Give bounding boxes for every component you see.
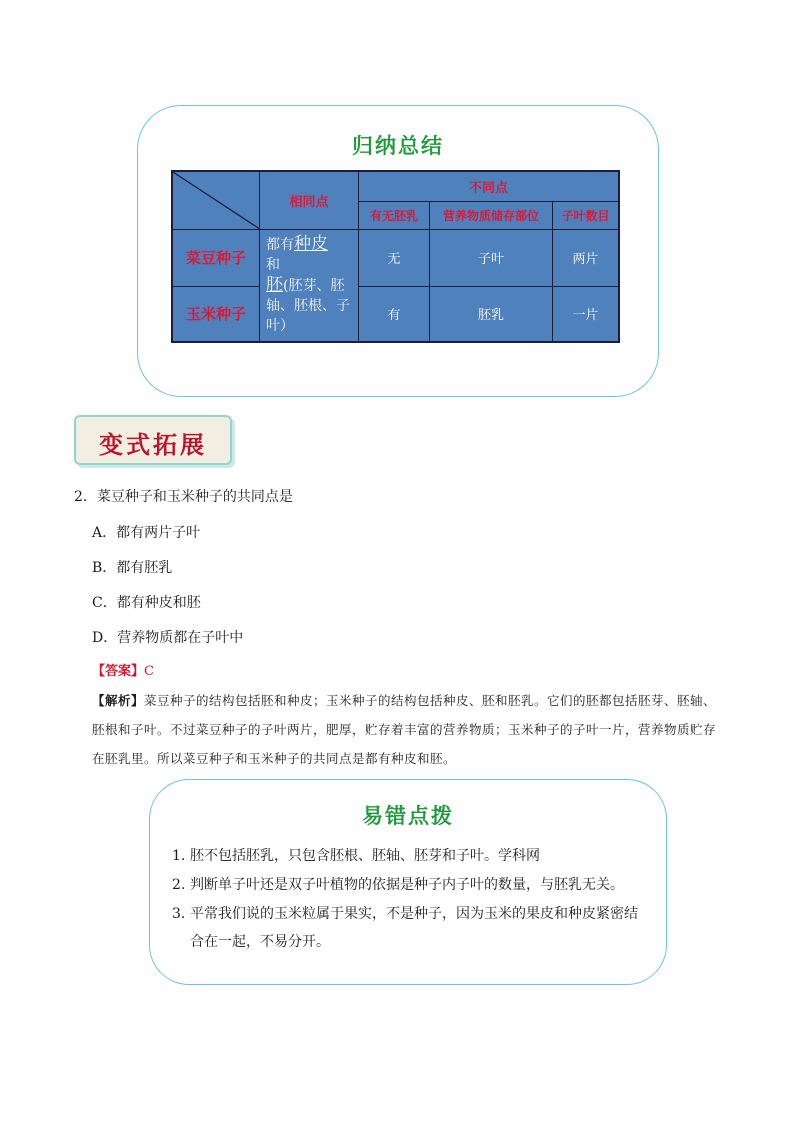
question-stem: 2．菜豆种子和玉米种子的共同点是 [74,489,293,505]
tip-item [172,842,642,870]
summary-title: 归纳总结 [352,134,444,158]
subheader-endosperm: 有无胚乳 [359,201,430,229]
bean-storage: 子叶 [430,229,553,286]
table-corner-cell [172,171,260,229]
same-prefix: 都有 [266,237,294,254]
comparison-table [171,170,620,343]
analysis-paragraph [92,686,722,773]
answer-line [92,660,154,679]
header-diff: 不同点 [359,171,620,201]
option-a: A．都有两片子叶 [92,525,201,541]
tip-text: 判断单子叶还是双子叶植物的依据是种子内子叶的数量，与胚乳无关。 [190,877,624,893]
tip-item [172,871,642,899]
same-and: 和 [266,257,280,274]
tips-title: 易错点拨 [362,804,454,828]
same-point-cell [260,229,359,342]
tip-number: 3. [172,906,186,922]
tip-number: 2. [172,877,186,893]
analysis-label: 【解析】 [92,693,145,708]
same-embryo: 胚 [266,275,283,296]
subheader-cotyledons: 子叶数目 [553,201,620,229]
same-detail: (胚芽、胚轴、胚根、子叶） [266,278,350,335]
tip-text: 平常我们说的玉米粒属于果实，不是种子，因为玉米的果皮和种皮紧密结合在一起，不易分开。 [190,906,638,950]
row-header-bean: 菜豆种子 [172,229,260,286]
option-d: D．营养物质都在子叶中 [92,630,244,646]
corn-endosperm: 有 [359,286,430,342]
bean-endosperm: 无 [359,229,430,286]
tip-text: 胚不包括胚乳，只包含胚根、胚轴、胚芽和子叶。学科网 [190,848,540,864]
tip-item [172,900,642,956]
diagonal-line [173,172,259,229]
answer-value: C [144,664,154,679]
header-same: 相同点 [260,171,359,229]
analysis-text: 菜豆种子的结构包括胚和种皮；玉米种子的结构包括种皮、胚和胚乳。它们的胚都包括胚芽、胚轴、胚根和子叶。不过菜豆种子的子叶两片，肥厚，贮存着丰富的营养物质；玉米种子的子叶一片，营养物质贮存在胚乳里。所以菜豆种子和玉米种子的共同点是都有种皮和胚。 [92,693,717,766]
subheader-storage: 营养物质储存部位 [430,201,553,229]
bean-cotyledons: 两片 [553,229,620,286]
option-c: C．都有种皮和胚 [92,595,201,611]
option-b: B．都有胚乳 [92,560,173,576]
row-header-corn: 玉米种子 [172,286,260,342]
same-seed-coat: 种皮 [294,234,328,255]
corn-cotyledons: 一片 [553,286,620,342]
tip-number: 1. [172,848,186,864]
corn-storage: 胚乳 [430,286,553,342]
banner-label: 变式拓展 [99,430,207,459]
answer-label: 【答案】 [92,664,145,679]
section-banner [74,415,232,465]
